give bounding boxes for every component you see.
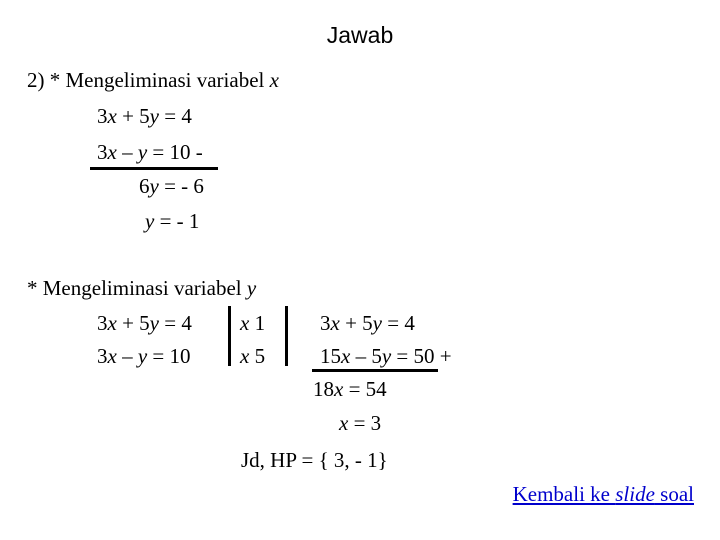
multiplier: x 1 bbox=[240, 311, 266, 335]
subtraction-rule bbox=[90, 167, 218, 170]
section2-heading: * Mengeliminasi variabel y bbox=[27, 276, 257, 300]
eq-line: 6y = - 6 bbox=[139, 174, 204, 198]
eq-line: 3x – y = 10 bbox=[97, 344, 191, 368]
eq-line: 3x + 5y = 4 bbox=[97, 311, 192, 335]
conclusion: Jd, HP = { 3, - 1} bbox=[241, 448, 388, 472]
eq-line: 3x + 5y = 4 bbox=[97, 104, 192, 128]
eq-line: 3x + 5y = 4 bbox=[320, 311, 415, 335]
multiplier: x 5 bbox=[240, 344, 266, 368]
page-title: Jawab bbox=[326, 22, 394, 48]
addition-rule bbox=[312, 369, 438, 372]
eq-line: 18x = 54 bbox=[313, 377, 387, 401]
eq-line: x = 3 bbox=[339, 411, 382, 435]
eq-line: y = - 1 bbox=[145, 209, 200, 233]
eq-line: 3x – y = 10 - bbox=[97, 140, 203, 164]
multiplier-bar-right bbox=[285, 306, 288, 366]
eq-line: 15x – 5y = 50 + bbox=[320, 344, 452, 368]
multiplier-bar-left bbox=[228, 306, 231, 366]
back-to-question-link[interactable]: Kembali ke slide soal bbox=[512, 482, 694, 506]
section1-heading: 2) * Mengeliminasi variabel x bbox=[27, 68, 279, 92]
